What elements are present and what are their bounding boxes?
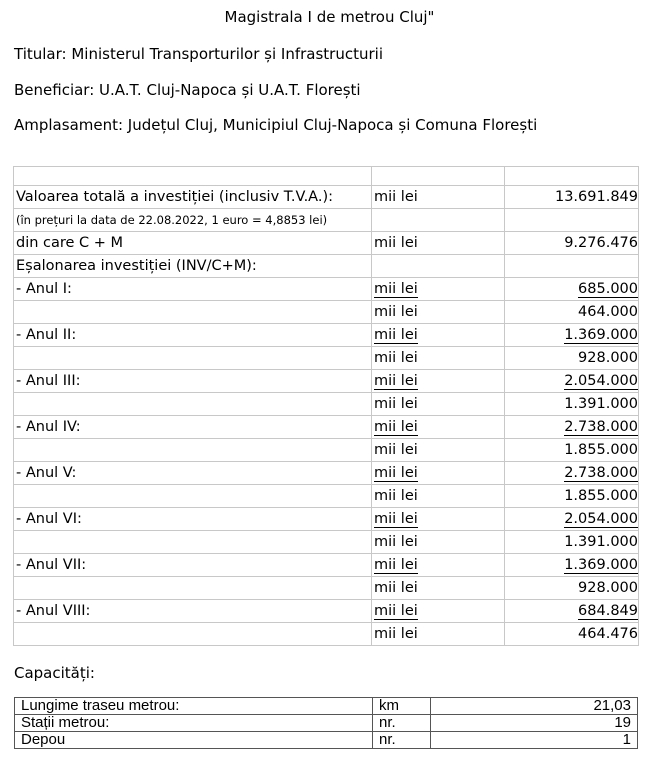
capacities-heading: Capacități:	[14, 664, 95, 682]
year-unit	[372, 600, 505, 623]
year-unit-text: mii lei	[374, 418, 418, 435]
year-cm-value: 928.000	[505, 577, 639, 600]
year-cm-row	[14, 439, 639, 462]
year-inv-row	[14, 278, 639, 301]
beneficiar-line: Beneficiar: U.A.T. Cluj-Napoca și U.A.T. Florești	[14, 81, 361, 99]
year-unit-text: mii lei	[374, 372, 418, 389]
titular-line: Titular: Ministerul Transporturilor și Infrastructurii	[14, 45, 383, 63]
total-row	[14, 186, 639, 209]
year-cm-value: 1.391.000	[505, 531, 639, 554]
year-unit	[372, 278, 505, 301]
year-inv-row	[14, 324, 639, 347]
year-unit	[372, 554, 505, 577]
table-header-row	[14, 167, 639, 186]
year-inv-value	[505, 462, 639, 485]
capacity-row	[15, 698, 638, 715]
year-cm-unit: mii lei	[372, 623, 505, 646]
year-unit	[372, 462, 505, 485]
year-unit	[372, 324, 505, 347]
year-inv-value	[505, 600, 639, 623]
year-cm-unit: mii lei	[372, 531, 505, 554]
year-inv-text: 1.369.000	[564, 556, 638, 573]
year-inv-text: 1.369.000	[564, 326, 638, 343]
year-label: - Anul VIII:	[14, 600, 372, 623]
year-inv-text: 2.738.000	[564, 464, 638, 481]
price-note-row	[14, 209, 639, 232]
year-inv-row	[14, 416, 639, 439]
year-cm-unit: mii lei	[372, 439, 505, 462]
year-label: - Anul IV:	[14, 416, 372, 439]
year-inv-row	[14, 554, 639, 577]
year-cm-row	[14, 301, 639, 324]
year-label: - Anul II:	[14, 324, 372, 347]
year-cm-unit: mii lei	[372, 347, 505, 370]
year-cm-value: 1.855.000	[505, 439, 639, 462]
year-cm-empty	[14, 531, 372, 554]
capacity-unit: km	[373, 698, 431, 715]
total-label: Valoarea totală a investiției (inclusiv T.V.A.):	[14, 186, 372, 209]
year-cm-empty	[14, 347, 372, 370]
year-cm-unit: mii lei	[372, 485, 505, 508]
year-cm-empty	[14, 301, 372, 324]
year-inv-value	[505, 278, 639, 301]
year-cm-value: 1.391.000	[505, 393, 639, 416]
capacity-label: Stații metrou:	[15, 715, 373, 732]
year-inv-value	[505, 370, 639, 393]
cm-value: 9.276.476	[505, 232, 639, 255]
capacity-unit: nr.	[373, 715, 431, 732]
year-cm-unit: mii lei	[372, 393, 505, 416]
amplasament-line: Amplasament: Județul Cluj, Municipiul Cluj-Napoca și Comuna Florești	[14, 116, 538, 134]
year-cm-empty	[14, 577, 372, 600]
capacities-table	[14, 697, 638, 749]
capacity-value: 19	[431, 715, 638, 732]
year-cm-empty	[14, 485, 372, 508]
year-label: - Anul VI:	[14, 508, 372, 531]
year-inv-value	[505, 416, 639, 439]
year-inv-value	[505, 554, 639, 577]
year-cm-unit: mii lei	[372, 577, 505, 600]
year-inv-text: 2.738.000	[564, 418, 638, 435]
cm-unit: mii lei	[372, 232, 505, 255]
year-inv-value	[505, 324, 639, 347]
capacity-row	[15, 715, 638, 732]
year-inv-text: 685.000	[578, 280, 638, 297]
cm-row	[14, 232, 639, 255]
year-inv-row	[14, 508, 639, 531]
year-unit-text: mii lei	[374, 464, 418, 481]
year-inv-row	[14, 462, 639, 485]
year-inv-row	[14, 370, 639, 393]
year-cm-value: 464.476	[505, 623, 639, 646]
year-cm-unit: mii lei	[372, 301, 505, 324]
year-cm-row	[14, 623, 639, 646]
year-unit-text: mii lei	[374, 556, 418, 573]
capacity-unit: nr.	[373, 732, 431, 749]
schedule-label: Eșalonarea investiției (INV/C+M):	[14, 255, 372, 278]
year-inv-row	[14, 600, 639, 623]
year-unit	[372, 508, 505, 531]
capacity-value: 1	[431, 732, 638, 749]
year-cm-row	[14, 577, 639, 600]
year-cm-row	[14, 347, 639, 370]
year-cm-row	[14, 531, 639, 554]
year-unit-text: mii lei	[374, 510, 418, 527]
document-title: Magistrala I de metrou Cluj"	[224, 8, 435, 26]
year-cm-value: 928.000	[505, 347, 639, 370]
year-cm-empty	[14, 439, 372, 462]
year-label: - Anul V:	[14, 462, 372, 485]
investment-table	[13, 166, 639, 646]
schedule-row	[14, 255, 639, 278]
year-label: - Anul III:	[14, 370, 372, 393]
capacity-label: Lungime traseu metrou:	[15, 698, 373, 715]
price-note: (în prețuri la data de 22.08.2022, 1 euro = 4,8853 lei)	[14, 209, 372, 232]
year-cm-value: 464.000	[505, 301, 639, 324]
capacity-row	[15, 732, 638, 749]
year-cm-empty	[14, 623, 372, 646]
year-cm-row	[14, 485, 639, 508]
year-unit-text: mii lei	[374, 602, 418, 619]
year-inv-text: 684.849	[578, 602, 638, 619]
year-unit	[372, 370, 505, 393]
capacity-label: Depou	[15, 732, 373, 749]
year-inv-text: 2.054.000	[564, 372, 638, 389]
year-unit-text: mii lei	[374, 280, 418, 297]
year-cm-value: 1.855.000	[505, 485, 639, 508]
year-inv-value	[505, 508, 639, 531]
year-cm-row	[14, 393, 639, 416]
cm-label: din care C + M	[14, 232, 372, 255]
year-inv-text: 2.054.000	[564, 510, 638, 527]
capacity-value: 21,03	[431, 698, 638, 715]
total-value: 13.691.849	[505, 186, 639, 209]
year-unit-text: mii lei	[374, 326, 418, 343]
total-unit: mii lei	[372, 186, 505, 209]
year-label: - Anul I:	[14, 278, 372, 301]
year-label: - Anul VII:	[14, 554, 372, 577]
year-cm-empty	[14, 393, 372, 416]
year-unit	[372, 416, 505, 439]
